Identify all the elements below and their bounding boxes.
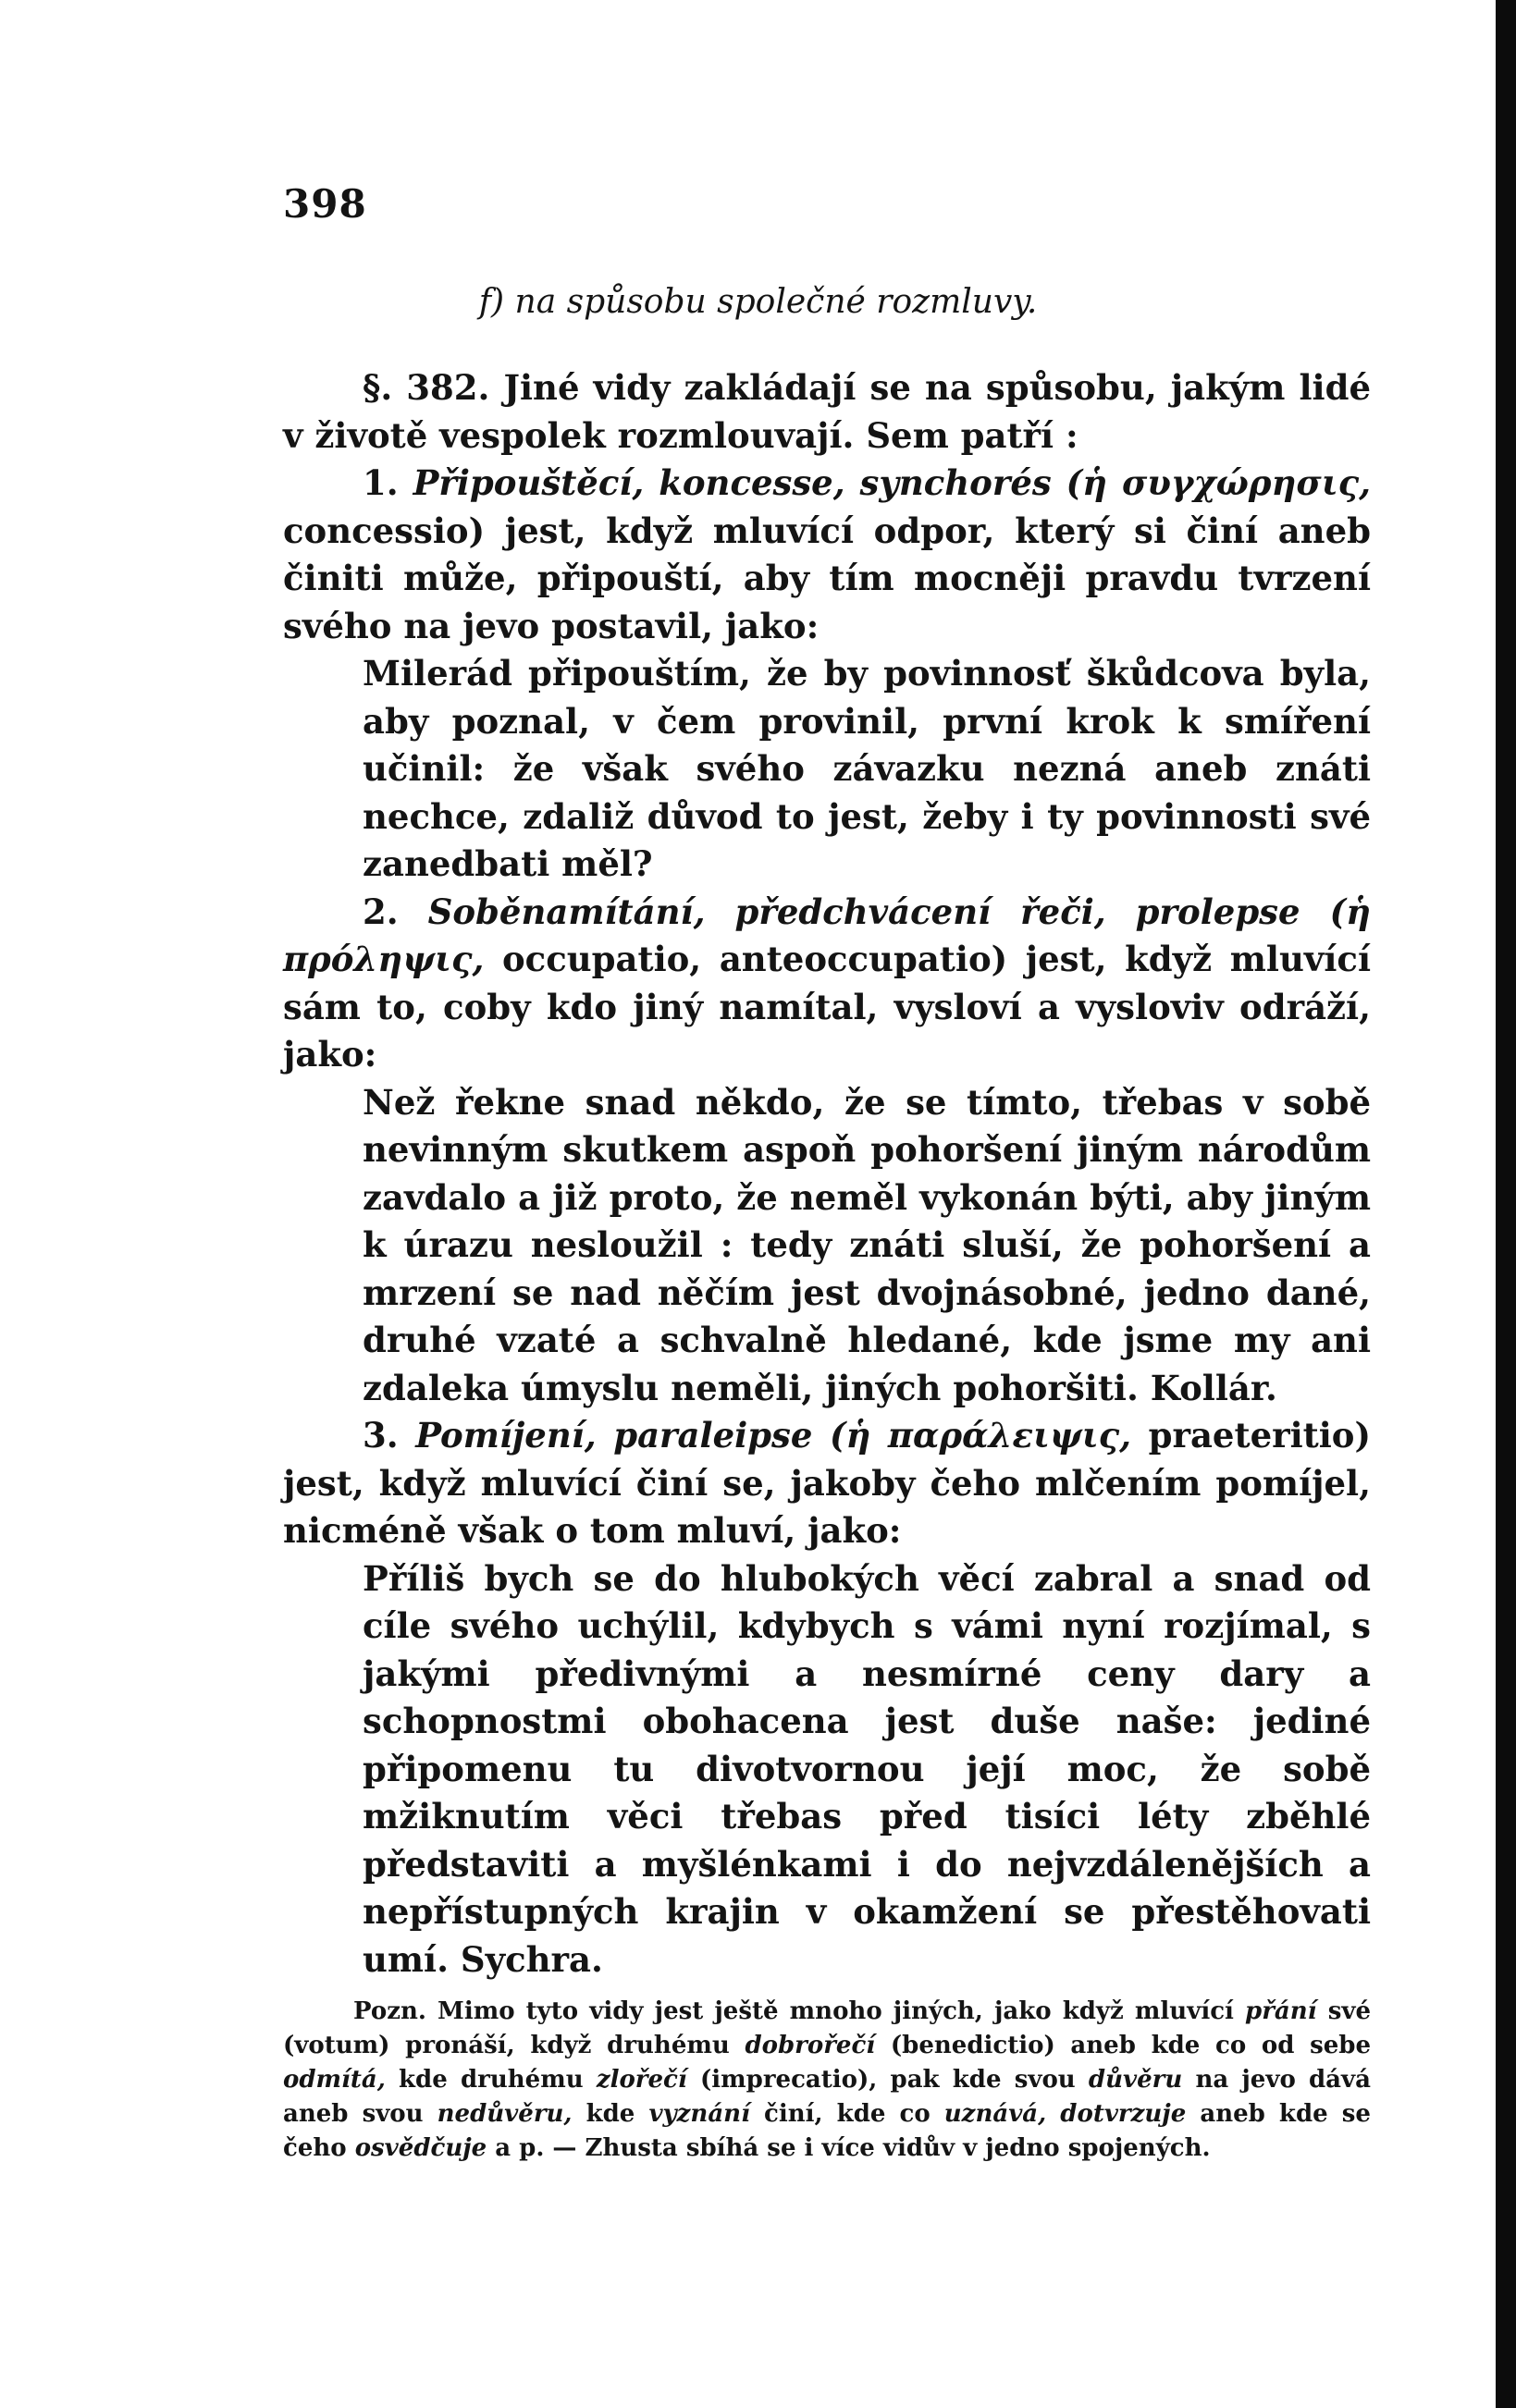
- note-text: (benedictio) aneb kde co od sebe: [890, 2032, 1371, 2059]
- note-term: důvěru: [1088, 2066, 1183, 2094]
- page-number: 398: [283, 181, 367, 227]
- item-3-greek: (ἡ παράλειψις,: [829, 1415, 1132, 1456]
- scan-border: [1496, 0, 1516, 2408]
- item-2-number: 2.: [363, 891, 399, 932]
- page-body: [283, 364, 1371, 2166]
- item-2-greek: (ἡ πρόληψις,: [283, 891, 1371, 979]
- item-1-definition: [283, 460, 1371, 650]
- item-2-definition: [283, 889, 1371, 1079]
- note-term: vyznání: [648, 2100, 750, 2128]
- note-text: své (votum) pronáší, když druhému: [283, 1997, 1371, 2059]
- intro-paragraph: §. 382. Jiné vidy zakládají se na spůsobu, jakým lidé v životě vespolek rozmlouvají. Sem patří :: [283, 367, 1371, 456]
- item-3-definition: [283, 1412, 1371, 1555]
- note-text: kde: [585, 2100, 635, 2128]
- note-term: nedůvěru,: [437, 2100, 573, 2128]
- item-3-term: Pomíjení, paraleipse: [415, 1415, 813, 1456]
- note-text: aneb kde se čeho: [283, 2100, 1371, 2162]
- footnote: [283, 1995, 1371, 2166]
- item-3-example: Příliš bych se do hlubokých věcí zabral a snad od cíle svého uchýlil, kdybych s vámi nyní rozjímal, s jakými předivnými a nesmírné ceny dary a schopnostmi obohacena jest duše naše: jediné připomenu tu divotvornou její moc, že sobě mžiknutím věci třebas před tisíci léty zběhlé představiti a myšlénkami i do nejvzdálenějších a nepřístupných krajin v okamžení se přestěhovati umí. Sychra.: [363, 1557, 1371, 1980]
- item-1-greek: (ἡ συγχώρησις,: [1066, 462, 1372, 503]
- note-lead: Pozn. Mimo tyto vidy jest ještě mnoho jiných, jako když mluvící: [353, 1997, 1234, 2025]
- item-2-definition-text: occupatio, anteoccupatio) jest, když mluvící sám to, coby kdo jiný namítal, vysloví a vysloviv odráží, jako:: [283, 939, 1372, 1075]
- note-text: kde druhému: [399, 2066, 584, 2094]
- note-term: osvědčuje: [354, 2134, 487, 2162]
- item-1-term: Připouštěcí, koncesse, synchorés: [413, 462, 1052, 503]
- section-title: f) na spůsobu společné rozmluvy.: [478, 283, 1038, 321]
- item-3-definition-text: praeteritio) jest, když mluvící činí se, jakoby čeho mlčením pomíjel, nicméně však o tom mluví, jako:: [283, 1415, 1371, 1551]
- note-text: činí, kde co: [764, 2100, 931, 2128]
- note-term: zlořečí: [596, 2066, 687, 2094]
- note-text: a p. — Zhusta sbíhá se i více vidův v jedno spojených.: [495, 2134, 1211, 2162]
- item-2-example: Než řekne snad někdo, že se tímto, třebas v sobě nevinným skutkem aspoň pohoršení jiným národům zavdalo a již proto, že neměl vykonán býti, aby jiným k úrazu nesloužil : tedy znáti sluší, že pohoršení a mrzení se nad něčím jest dvojnásobné, jedno dané, druhé vzaté a schvalně hledané, kde jsme my ani zdaleka úmyslu neměli, jiných pohoršiti. Kollár.: [363, 1081, 1371, 1408]
- note-term: dobrořečí: [745, 2032, 876, 2059]
- note-term: uznává, dotvrzuje: [943, 2100, 1187, 2128]
- item-2-term: Soběnamítání, předchvácení řeči, prolepse: [427, 891, 1300, 932]
- item-1-example: Milerád připouštím, že by povinnosť škůdcova byla, aby poznal, v čem provinil, první krok k smíření učinil: že však svého závazku nezná aneb znáti nechce, zdaliž důvod to jest, žeby i ty povinnosti své zanedbati měl?: [363, 653, 1371, 884]
- note-term: odmítá,: [283, 2066, 386, 2094]
- note-text: na jevo dává aneb svou: [283, 2066, 1371, 2128]
- item-3-number: 3.: [363, 1415, 399, 1456]
- note-term: přání: [1245, 1997, 1317, 2025]
- item-1-number: 1.: [363, 462, 399, 503]
- item-1-definition-text: concessio) jest, když mluvící odpor, který si činí aneb činiti může, připouští, aby tím mocněji pravdu tvrzení svého na jevo postavil, jako:: [283, 510, 1371, 646]
- note-text: (imprecatio), pak kde svou: [699, 2066, 1076, 2094]
